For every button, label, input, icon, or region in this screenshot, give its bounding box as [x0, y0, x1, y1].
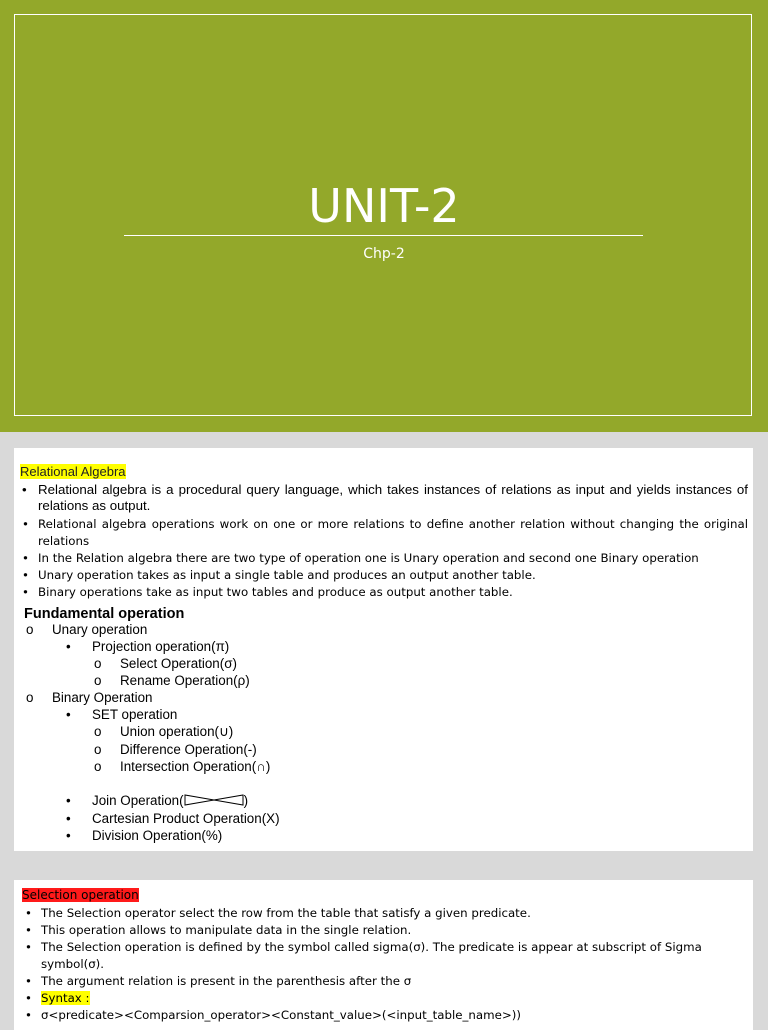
tree-item-projection: [66, 639, 229, 654]
list-item: • The Selection operator select the row from the table that satisfy a given predicate.: [22, 905, 722, 922]
tree-label: Binary Operation: [52, 690, 153, 705]
bullet-icon: •: [66, 707, 71, 722]
heading-highlight: Selection operation: [22, 888, 139, 902]
relational-algebra-slide: [14, 448, 753, 851]
hollow-bullet-icon: o: [94, 673, 102, 688]
hollow-bullet-icon: o: [94, 656, 102, 671]
tree-label: Join Operation(: [92, 793, 184, 808]
list-item: • The Selection operation is defined by the symbol called sigma(σ). The predicate is appear at subscript of Sigma symbol(σ).: [22, 939, 722, 973]
slide-title: UNIT-2: [308, 179, 460, 233]
tree-item-select: [94, 656, 237, 671]
fundamental-operation-title: Fundamental operation: [24, 606, 185, 622]
list-item: • Relational algebra is a procedural query language, which takes instances of relations as input and yields instances of relations as output.: [20, 482, 748, 514]
heading-highlight: Relational Algebra: [20, 464, 126, 479]
hollow-bullet-icon: o: [26, 622, 34, 637]
relational-algebra-heading: [20, 463, 126, 480]
list-item: • Unary operation takes as input a single table and produces an output another table.: [20, 567, 748, 584]
tree-item-union: [94, 724, 233, 740]
tree-label: Cartesian Product Operation(X): [92, 811, 280, 826]
selection-operation-bullets: [22, 905, 722, 1024]
slide-subtitle: Chp-2: [363, 246, 405, 262]
hollow-bullet-icon: o: [94, 724, 102, 739]
tree-label: Select Operation(σ): [120, 656, 237, 671]
bullet-icon: •: [66, 639, 71, 654]
hollow-bullet-icon: o: [26, 690, 34, 705]
tree-label: Union operation(∪): [120, 724, 234, 739]
selection-operation-heading: [22, 887, 139, 903]
list-item: [22, 990, 722, 1007]
tree-item-division: [66, 828, 222, 843]
list-item: • Relational algebra operations work on one or more relations to define another relation without changing the original relations: [20, 516, 748, 550]
title-slide: [0, 0, 768, 432]
tree-label: Division Operation(%): [92, 828, 223, 843]
tree-label-suffix: ): [243, 793, 249, 808]
list-item: • This operation allows to manipulate data in the single relation.: [22, 922, 722, 939]
bowtie-join-icon: [184, 794, 244, 806]
fundamental-operations-tree: [24, 606, 724, 843]
tree-item-cartesian: [66, 811, 280, 826]
list-item: • σ<predicate><Comparsion_operator><Constant_value>(<input_table_name>)): [22, 1007, 722, 1024]
tree-label: Difference Operation(-): [120, 742, 257, 757]
bullet-icon: •: [66, 793, 71, 808]
tree-item-binary: [26, 690, 152, 705]
list-item: • The argument relation is present in the parenthesis after the σ: [22, 973, 722, 990]
relational-algebra-bullets: [20, 482, 748, 601]
tree-label: SET operation: [92, 707, 178, 722]
list-item: • Binary operations take as input two tables and produce as output another table.: [20, 584, 748, 601]
tree-label: Intersection Operation(∩): [120, 759, 271, 774]
tree-item-join: [66, 793, 248, 808]
hollow-bullet-icon: o: [94, 759, 102, 774]
tree-item-unary: [26, 622, 147, 637]
bullet-icon: •: [66, 828, 71, 843]
tree-label: Rename Operation(ρ): [120, 673, 250, 688]
tree-item-set: [66, 707, 177, 722]
tree-item-difference: [94, 742, 257, 757]
tree-item-intersection: [94, 759, 270, 774]
hollow-bullet-icon: o: [94, 742, 102, 757]
tree-label: Unary operation: [52, 622, 148, 637]
tree-label: Projection operation(π): [92, 639, 230, 654]
syntax-label: Syntax :: [41, 991, 90, 1005]
selection-operation-slide: [14, 880, 753, 1030]
bullet-icon: •: [66, 811, 71, 826]
title-divider: [124, 235, 643, 236]
tree-item-rename: [94, 673, 250, 688]
list-item: • In the Relation algebra there are two type of operation one is Unary operation and second one Binary operation: [20, 550, 748, 567]
